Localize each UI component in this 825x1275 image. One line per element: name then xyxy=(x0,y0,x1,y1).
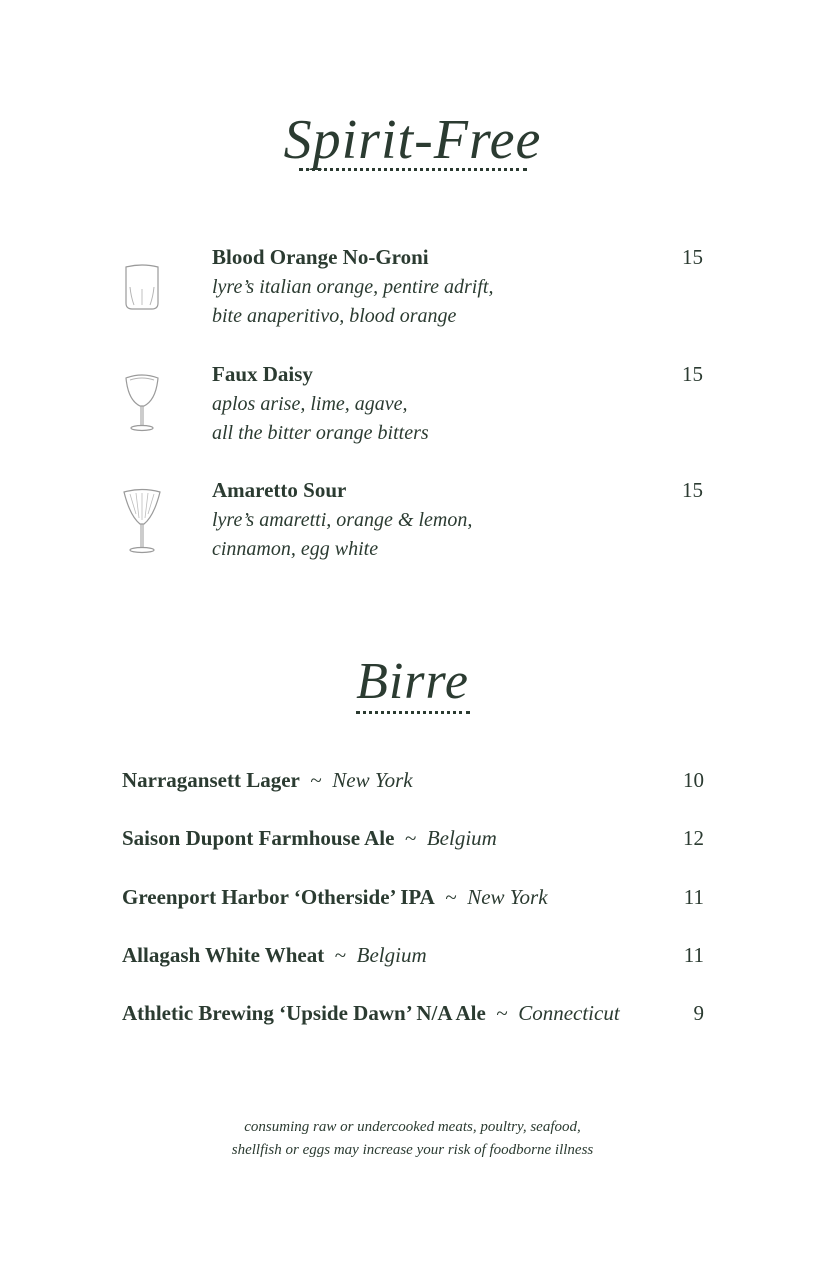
beer-price: 9 xyxy=(693,1001,704,1025)
food-safety-disclaimer: consuming raw or undercooked meats, poultry, seafood, shellfish or eggs may increase your risk of foodborne illness xyxy=(231,1119,594,1158)
beer-origin: New York xyxy=(467,885,548,909)
beer-price: 11 xyxy=(683,943,704,967)
birre-heading: Birre xyxy=(356,653,469,710)
beer-name: Saison Dupont Farmhouse Ale xyxy=(122,826,395,850)
cocktail-name: Blood Orange No-Groni xyxy=(212,245,429,269)
birre-dotted-underline xyxy=(356,711,470,714)
spirit-free-heading: Spirit-Free xyxy=(283,109,542,171)
cocktail-item xyxy=(0,245,825,345)
beer-separator: ~ xyxy=(399,826,422,850)
beer-name: Greenport Harbor ‘Otherside’ IPA xyxy=(122,885,435,909)
cocktail-name: Faux Daisy xyxy=(212,362,313,386)
cocktail-price: 15 xyxy=(682,245,703,269)
beer-price: 10 xyxy=(683,768,704,792)
beer-separator: ~ xyxy=(329,943,352,967)
cocktail-item xyxy=(0,478,825,578)
cocktail-item xyxy=(0,362,825,462)
beer-separator: ~ xyxy=(440,885,462,909)
beer-item xyxy=(122,1001,704,1029)
cocktail-price: 15 xyxy=(682,478,703,502)
beer-price: 11 xyxy=(683,885,704,909)
cocktail-description: aplos arise, lime, agave, all the bitter orange bitters xyxy=(212,393,429,444)
cocktail-description: lyre’s amaretti, orange & lemon, cinnamon, egg white xyxy=(212,509,473,560)
beer-item xyxy=(122,943,704,971)
beer-separator: ~ xyxy=(491,1001,513,1025)
beer-origin: Belgium xyxy=(426,826,497,850)
beer-name: Athletic Brewing ‘Upside Dawn’ N/A Ale xyxy=(122,1001,486,1025)
beer-origin: Connecticut xyxy=(518,1001,620,1025)
cocktail-price: 15 xyxy=(682,362,703,386)
cocktail-description: lyre’s italian orange, pentire adrift, bite anaperitivo, blood orange xyxy=(212,276,494,327)
fluted-glass-icon xyxy=(118,488,166,558)
cocktail-name: Amaretto Sour xyxy=(212,478,347,502)
beer-origin: Belgium xyxy=(356,943,427,967)
spirit-free-dotted-underline xyxy=(299,168,527,171)
beer-name: Allagash White Wheat xyxy=(122,943,325,967)
beer-item xyxy=(122,826,704,854)
beer-item xyxy=(122,885,704,913)
beer-origin: New York xyxy=(332,768,413,792)
rocks-glass-icon xyxy=(118,263,166,333)
beer-price: 12 xyxy=(683,826,704,850)
beer-separator: ~ xyxy=(305,768,327,792)
beer-name: Narragansett Lager xyxy=(122,768,300,792)
coupe-glass-icon xyxy=(118,372,166,442)
beer-item xyxy=(122,768,704,796)
